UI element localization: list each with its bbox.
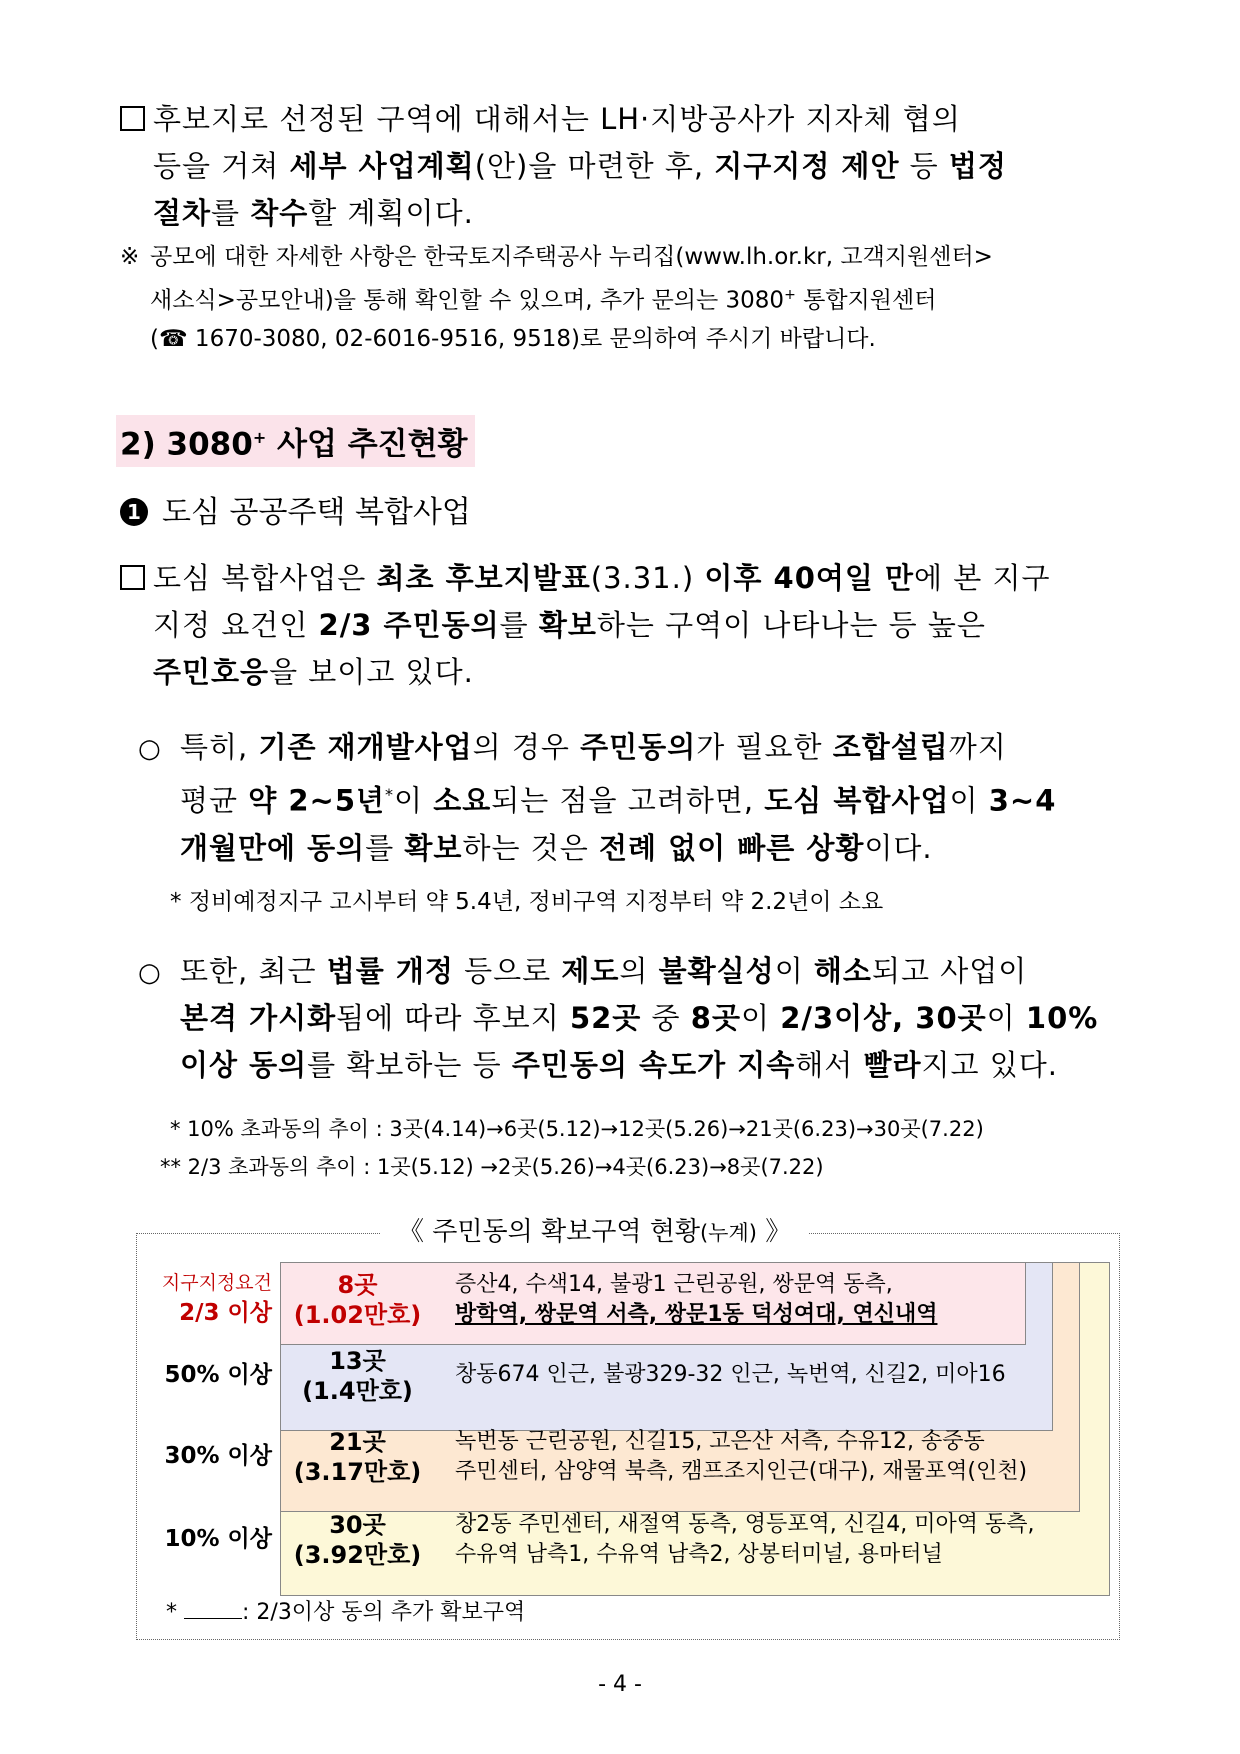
footnotes-consent-trend	[0, 1110, 1240, 1186]
paragraph-1-line-1: 후보지로 선정된 구역에 대해서는 LH·지방공사가 지자체 협의	[153, 102, 961, 136]
footnote-two-thirds: ** 2/3 초과동의 추이 : 1곳(5.12) →2곳(5.26)→4곳(6.23)→8곳(7.22)	[160, 1155, 824, 1179]
paragraph-1-line-3: 절차를 착수할 계획이다.	[153, 196, 474, 230]
square-bullet-icon	[120, 565, 145, 590]
paragraph-3-line-3: 개월만에 동의를 확보하는 것은 전례 없이 빠른 상황이다.	[180, 830, 933, 865]
paragraph-1-line-2: 등을 거쳐 세부 사업계획(안)을 마련한 후, 지구지정 제안 등 법정	[153, 149, 1007, 183]
footnote-redevelopment: * 정비예정지구 고시부터 약 5.4년, 정비구역 지정부터 약 2.2년이 소요	[170, 889, 884, 915]
row-count-two-thirds: 8곳 (1.02만호)	[293, 1271, 422, 1329]
contact-note-line-2: 새소식>공모안내)을 통해 확인할 수 있으며, 추가 문의는 3080+ 통합지원센터	[150, 287, 937, 314]
row-count-50-percent: 13곳 (1.4만호)	[302, 1347, 413, 1405]
contact-note-line-3: (☎ 1670-3080, 02-6016-9516, 9518)로 문의하여 주시기 바랍니다.	[150, 325, 876, 352]
paragraph-3-line-2: 평균 약 2~5년*이 소요되는 점을 고려하면, 도심 복합사업이 3~4	[180, 783, 1057, 818]
square-bullet-icon	[120, 106, 145, 131]
circle-bullet-icon: ○	[138, 734, 162, 764]
circle-bullet-icon: ○	[138, 958, 162, 988]
section-title: 2) 3080+ 사업 추진현황	[116, 415, 475, 467]
paragraph-4-line-1: 또한, 최근 법률 개정 등으로 제도의 불확실성이 해소되고 사업이	[180, 954, 1028, 988]
paragraph-1	[0, 96, 1240, 237]
paragraph-2-line-1: 도심 복합사업은 최초 후보지발표(3.31.) 이후 40여일 만에 본 지구	[153, 561, 1051, 595]
figure-title: 《 주민동의 확보구역 현황(누계) 》	[380, 1212, 809, 1253]
row-count-10-percent: 30곳 (3.92만호)	[293, 1511, 422, 1569]
row-label-30-percent: 30% 이상	[164, 1443, 272, 1469]
footnote-10-percent: * 10% 초과동의 추이 : 3곳(4.14)→6곳(5.12)→12곳(5.26)→21곳(6.23)→30곳(7.22)	[170, 1117, 984, 1141]
row-count-30-percent: 21곳 (3.17만호)	[293, 1428, 422, 1486]
figure-legend-note: * : 2/3이상 동의 추가 확보구역	[166, 1600, 526, 1625]
row-label-two-thirds: 지구지정요건 2/3 이상	[161, 1272, 272, 1326]
paragraph-3-line-1: 특히, 기존 재개발사업의 경우 주민동의가 필요한 조합설립까지	[180, 730, 1007, 764]
row-areas-30-percent: 녹번동 근린공원, 신길15, 고은산 서측, 수유12, 송중동 주민센터, 삼양역 북측, 캠프조지인근(대구), 재물포역(인천)	[455, 1429, 1028, 1484]
paragraph-3	[0, 724, 1240, 872]
row-label-10-percent: 10% 이상	[164, 1526, 272, 1552]
paragraph-4-line-2: 본격 가시화됨에 따라 후보지 52곳 중 8곳이 2/3이상, 30곳이 10%	[180, 1001, 1099, 1035]
numbered-circle-icon: 1	[120, 498, 148, 526]
paragraph-4-line-3: 이상 동의를 확보하는 등 주민동의 속도가 지속해서 빨라지고 있다.	[180, 1048, 1059, 1082]
paragraph-4	[0, 948, 1240, 1089]
underline-legend-sample	[184, 1600, 242, 1619]
row-areas-10-percent: 창2동 주민센터, 새절역 동측, 영등포역, 신길4, 미아역 동측, 수유역 남측1, 수유역 남측2, 상봉터미널, 용마터널	[455, 1512, 1035, 1567]
paragraph-2	[0, 555, 1240, 696]
paragraph-2-line-2: 지정 요건인 2/3 주민동의를 확보하는 구역이 나타나는 등 높은	[153, 608, 986, 642]
contact-note	[0, 238, 1240, 358]
row-areas-50-percent: 창동674 인근, 불광329-32 인근, 녹번역, 신길2, 미아16	[455, 1362, 1006, 1387]
subsection-title: 1 도심 공공주택 복합사업	[120, 487, 471, 531]
reference-mark: ※	[120, 244, 140, 270]
contact-note-line-1: 공모에 대한 자세한 사항은 한국토지주택공사 누리집(www.lh.or.kr, 고객지원센터>	[150, 244, 993, 270]
paragraph-2-line-3: 주민호응을 보이고 있다.	[153, 655, 474, 689]
page-number: - 4 -	[598, 1672, 642, 1697]
row-areas-two-thirds: 증산4, 수색14, 불광1 근린공원, 쌍문역 동측, 방학역, 쌍문역 서측, 쌍문1동 덕성여대, 연신내역	[455, 1272, 938, 1327]
row-label-50-percent: 50% 이상	[164, 1362, 272, 1388]
